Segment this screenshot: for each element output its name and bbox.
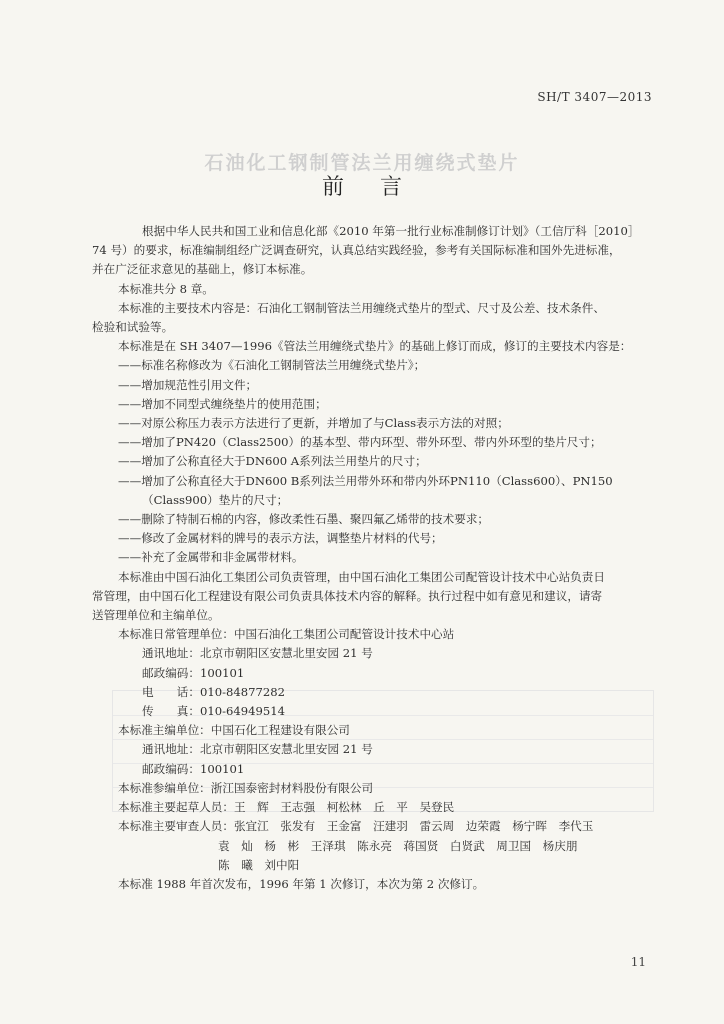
list-item: ——修改了金属材料的牌号的表示方法，调整垫片材料的代号； bbox=[118, 531, 443, 546]
management-unit: 本标准日常管理单位：中国石油化工集团公司配管设计技术中心站 bbox=[118, 627, 455, 642]
paragraph-line: 本标准共分 8 章。 bbox=[118, 281, 214, 296]
standard-code: SH/T 3407—2013 bbox=[537, 90, 652, 104]
paragraph-line: 并在广泛征求意见的基础上，修订本标准。 bbox=[92, 262, 313, 277]
page-number: 11 bbox=[630, 955, 646, 969]
bleed-through-title: 石油化工钢制管法兰用缠绕式垫片 bbox=[204, 152, 520, 174]
main-drafters: 本标准主要起草人员：王 辉 王志强 柯松林 丘 平 吴登民 bbox=[118, 800, 455, 815]
main-reviewers-continued: 陈 曦 刘中阳 bbox=[218, 857, 300, 872]
list-item: ——删除了特制石棉的内容，修改柔性石墨、聚四氟乙烯带的技术要求； bbox=[118, 512, 490, 527]
management-fax: 传 真：010-64949514 bbox=[142, 704, 286, 719]
management-zip: 邮政编码：100101 bbox=[142, 665, 245, 680]
list-item-continuation: （Class900）垫片的尺寸； bbox=[142, 492, 289, 507]
list-item: ——增加了公称直径大于DN600 B系列法兰用带外环和带内外环PN110（Class600）、PN150 bbox=[118, 473, 613, 488]
paragraph-line: 74 号）的要求，标准编制组经广泛调查研究，认真总结实践经验，参考有关国际标准和国外先进标准， bbox=[92, 243, 621, 258]
paragraph-line: 根据中华人民共和国工业和信息化部《2010 年第一批行业标准制修订计划》（工信厅科［2010］ bbox=[142, 224, 640, 238]
list-item: ——补充了金属带和非金属带材料。 bbox=[118, 550, 304, 565]
list-item: ——增加规范性引用文件； bbox=[118, 377, 258, 392]
list-item: ——增加了PN420（Class2500）的基本型、带内环型、带外环型、带内外环型的垫片尺寸； bbox=[118, 435, 602, 450]
title-char-2: 言 bbox=[380, 175, 403, 200]
management-phone: 电 话：010-84877282 bbox=[142, 684, 286, 699]
main-reviewers-continued: 袁 灿 杨 彬 王泽琪 陈永亮 蒋国贤 白贤武 周卫国 杨庆朋 bbox=[218, 838, 578, 853]
paragraph-line: 本标准的主要技术内容是：石油化工钢制管法兰用缠绕式垫片的型式、尺寸及公差、技术条件、 bbox=[118, 300, 605, 315]
list-item: ——标准名称修改为《石油化工钢制管法兰用缠绕式垫片》； bbox=[118, 358, 426, 373]
title-char-1: 前 bbox=[321, 175, 344, 200]
paragraph-line: 常管理，由中国石化工程建设有限公司负责具体技术内容的解释。执行过程中如有意见和建议，请寄 bbox=[92, 588, 603, 603]
chief-editor-unit: 本标准主编单位：中国石化工程建设有限公司 bbox=[118, 723, 350, 738]
paragraph-line: 检验和试验等。 bbox=[92, 320, 174, 335]
participating-unit: 本标准参编单位：浙江国泰密封材料股份有限公司 bbox=[118, 780, 374, 795]
main-reviewers: 本标准主要审查人员：张宜江 张发有 王金富 汪建羽 雷云周 边荣霞 杨宁晖 李代玉 bbox=[118, 819, 594, 834]
chief-editor-address: 通讯地址：北京市朝阳区安慧北里安园 21 号 bbox=[142, 742, 373, 757]
management-address: 通讯地址：北京市朝阳区安慧北里安园 21 号 bbox=[142, 646, 373, 661]
list-item: ——增加不同型式缠绕垫片的使用范围； bbox=[118, 396, 327, 411]
page-title bbox=[0, 170, 724, 201]
list-item: ——对原公称压力表示方法进行了更新，并增加了与Class表示方法的对照； bbox=[118, 416, 509, 431]
list-item: ——增加了公称直径大于DN600 A系列法兰用垫片的尺寸； bbox=[118, 454, 427, 469]
foreword-body bbox=[92, 222, 658, 894]
paragraph-line: 送管理单位和主编单位。 bbox=[92, 608, 220, 623]
release-history: 本标准 1988 年首次发布，1996 年第 1 次修订，本次为第 2 次修订。 bbox=[118, 876, 485, 891]
paragraph-line: 本标准由中国石油化工集团公司负责管理，由中国石油化工集团公司配管设计技术中心站负责日 bbox=[118, 569, 605, 584]
paragraph-line: 本标准是在 SH 3407—1996《管法兰用缠绕式垫片》的基础上修订而成，修订的主要技术内容是： bbox=[118, 339, 632, 354]
chief-editor-zip: 邮政编码：100101 bbox=[142, 761, 245, 776]
